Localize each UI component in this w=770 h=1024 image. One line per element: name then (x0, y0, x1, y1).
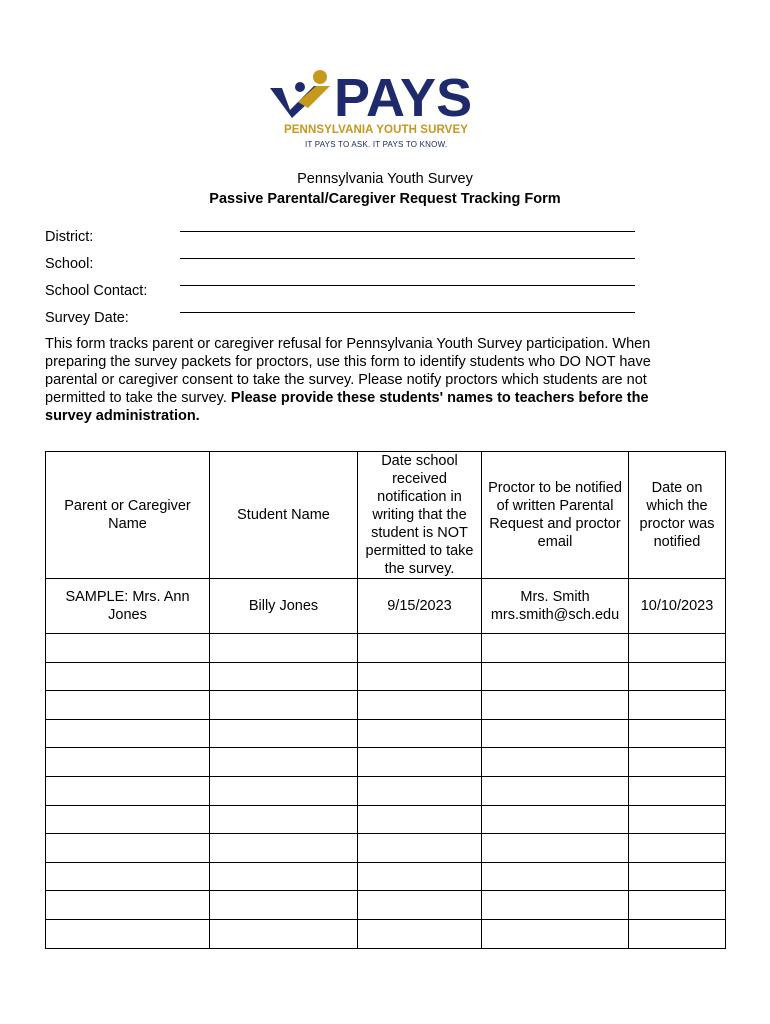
cell-date-received[interactable] (358, 691, 482, 720)
district-field[interactable] (180, 231, 635, 232)
cell-parent[interactable] (46, 776, 210, 805)
table-header-row (46, 452, 726, 579)
cell-date-received[interactable] (358, 862, 482, 891)
cell-student[interactable] (210, 748, 358, 777)
cell-student[interactable] (210, 662, 358, 691)
survey-date-label: Survey Date: (45, 310, 129, 326)
cell-parent[interactable] (46, 634, 210, 663)
instructions-bold: Please provide these students' names to teachers before the survey administration. (45, 390, 649, 424)
cell-student[interactable] (210, 719, 358, 748)
form-title: Pennsylvania Youth Survey (297, 171, 473, 187)
sample-parent: SAMPLE: Mrs. Ann Jones (46, 579, 210, 634)
cell-date-received[interactable] (358, 776, 482, 805)
sample-proctor-name: Mrs. Smith (520, 589, 590, 605)
cell-date-received[interactable] (358, 919, 482, 948)
cell-date-notified[interactable] (629, 719, 726, 748)
sample-proctor-email: mrs.smith@sch.edu (490, 607, 620, 623)
col-date-notified: Date on which the proctor was notified (629, 452, 726, 579)
cell-date-notified[interactable] (629, 776, 726, 805)
sample-date-notified: 10/10/2023 (629, 579, 726, 634)
instructions-text: This form tracks parent or caregiver refusal for Pennsylvania Youth Survey participation. When preparing the survey packets for proctors, use this form to identify students who DO NOT have parental or caregiver consent to take the survey. Please notify proctors which students are not permitted to take the survey. (45, 336, 651, 406)
col-date-received: Date school received notification in writing that the student is NOT permitted to take the survey. (358, 452, 482, 579)
school-label: School: (45, 256, 94, 272)
cell-proctor[interactable] (482, 862, 629, 891)
cell-proctor[interactable] (482, 776, 629, 805)
cell-date-received[interactable] (358, 748, 482, 777)
cell-proctor[interactable] (482, 691, 629, 720)
cell-proctor[interactable] (482, 919, 629, 948)
cell-proctor[interactable] (482, 891, 629, 920)
survey-date-field[interactable] (180, 312, 635, 313)
logo-head-gold (313, 70, 327, 84)
cell-date-notified[interactable] (629, 691, 726, 720)
table-row (46, 748, 726, 777)
col-student-name: Student Name (210, 452, 358, 579)
table-row (46, 919, 726, 948)
cell-proctor[interactable] (482, 719, 629, 748)
cell-parent[interactable] (46, 891, 210, 920)
cell-parent[interactable] (46, 834, 210, 863)
cell-date-notified[interactable] (629, 634, 726, 663)
cell-student[interactable] (210, 919, 358, 948)
sample-row (46, 579, 726, 634)
cell-date-received[interactable] (358, 805, 482, 834)
logo-tagline: IT PAYS TO ASK. IT PAYS TO KNOW. (305, 140, 448, 149)
table-row (46, 691, 726, 720)
cell-proctor[interactable] (482, 834, 629, 863)
cell-date-notified[interactable] (629, 662, 726, 691)
table-row (46, 805, 726, 834)
table-row (46, 834, 726, 863)
cell-proctor[interactable] (482, 805, 629, 834)
cell-date-received[interactable] (358, 634, 482, 663)
cell-proctor[interactable] (482, 748, 629, 777)
cell-date-received[interactable] (358, 719, 482, 748)
table-row (46, 719, 726, 748)
cell-student[interactable] (210, 862, 358, 891)
cell-date-received[interactable] (358, 891, 482, 920)
school-contact-label: School Contact: (45, 283, 148, 299)
tracking-table (45, 451, 726, 949)
sample-proctor (482, 579, 629, 634)
col-parent-name: Parent or Caregiver Name (46, 452, 210, 579)
cell-parent[interactable] (46, 862, 210, 891)
instructions-paragraph (45, 335, 695, 425)
cell-proctor[interactable] (482, 662, 629, 691)
sample-date-received: 9/15/2023 (358, 579, 482, 634)
cell-date-notified[interactable] (629, 891, 726, 920)
cell-date-notified[interactable] (629, 862, 726, 891)
cell-parent[interactable] (46, 805, 210, 834)
district-label: District: (45, 229, 94, 245)
sample-student: Billy Jones (210, 579, 358, 634)
cell-parent[interactable] (46, 919, 210, 948)
cell-parent[interactable] (46, 719, 210, 748)
cell-date-notified[interactable] (629, 748, 726, 777)
table-row (46, 634, 726, 663)
table-row (46, 891, 726, 920)
logo-name: PENNSYLVANIA YOUTH SURVEY (284, 124, 468, 136)
cell-date-notified[interactable] (629, 805, 726, 834)
logo-wordmark: PAYS (334, 68, 473, 126)
cell-student[interactable] (210, 634, 358, 663)
cell-student[interactable] (210, 691, 358, 720)
cell-student[interactable] (210, 776, 358, 805)
cell-date-notified[interactable] (629, 919, 726, 948)
table-row (46, 776, 726, 805)
cell-parent[interactable] (46, 691, 210, 720)
logo-head-navy (295, 82, 305, 92)
cell-proctor[interactable] (482, 634, 629, 663)
cell-date-received[interactable] (358, 834, 482, 863)
school-contact-field[interactable] (180, 285, 635, 286)
cell-student[interactable] (210, 805, 358, 834)
col-proctor: Proctor to be notified of written Parental Request and proctor email (482, 452, 629, 579)
cell-date-received[interactable] (358, 662, 482, 691)
pays-logo-mark (268, 66, 498, 126)
cell-student[interactable] (210, 834, 358, 863)
cell-parent[interactable] (46, 748, 210, 777)
cell-date-notified[interactable] (629, 834, 726, 863)
cell-student[interactable] (210, 891, 358, 920)
cell-parent[interactable] (46, 662, 210, 691)
table-row (46, 662, 726, 691)
form-subtitle: Passive Parental/Caregiver Request Tracking Form (209, 191, 561, 207)
school-field[interactable] (180, 258, 635, 259)
table-row (46, 862, 726, 891)
